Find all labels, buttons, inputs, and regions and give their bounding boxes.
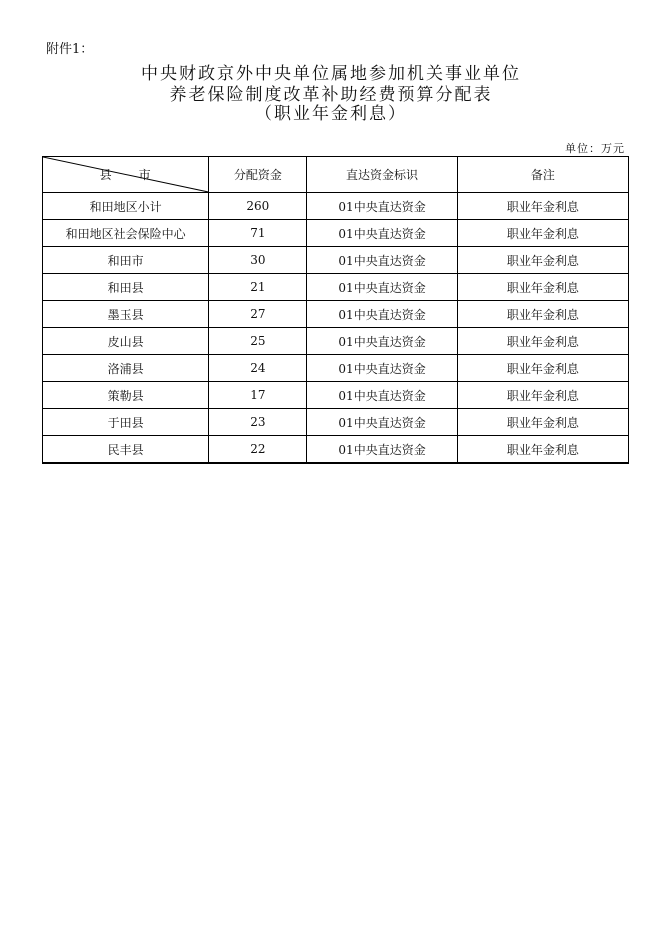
cell-fund-id: 01中央直达资金 (307, 247, 457, 274)
table-row (43, 301, 629, 328)
cell-fund-id: 01中央直达资金 (307, 274, 457, 301)
table-row (43, 382, 629, 409)
table-body (43, 193, 629, 464)
cell-county: 和田地区小计 (43, 193, 209, 220)
cell-remark: 职业年金利息 (457, 193, 628, 220)
cell-county: 和田市 (43, 247, 209, 274)
cell-fund-id: 01中央直达资金 (307, 328, 457, 355)
table-row (43, 193, 629, 220)
cell-remark: 职业年金利息 (457, 355, 628, 382)
document-title-line-2: 养老保险制度改革补助经费预算分配表 (169, 85, 493, 105)
header-fund-id: 直达资金标识 (307, 157, 457, 193)
cell-fund-id: 01中央直达资金 (307, 409, 457, 436)
attachment-label: 附件1： (46, 42, 94, 57)
cell-fund-id: 01中央直达资金 (307, 436, 457, 464)
cell-fund-id: 01中央直达资金 (307, 301, 457, 328)
header-remark: 备注 (457, 157, 628, 193)
table-row (43, 436, 629, 464)
cell-remark: 职业年金利息 (457, 301, 628, 328)
cell-remark: 职业年金利息 (457, 247, 628, 274)
cell-remark: 职业年金利息 (457, 409, 628, 436)
cell-fund-id: 01中央直达资金 (307, 382, 457, 409)
cell-fund-id: 01中央直达资金 (307, 355, 457, 382)
cell-county: 洛浦县 (43, 355, 209, 382)
document-title-line-3: （职业年金利息） (255, 104, 407, 124)
table-row (43, 355, 629, 382)
header-county (43, 157, 209, 193)
cell-allocation: 27 (209, 301, 307, 328)
cell-allocation: 260 (209, 193, 307, 220)
cell-county: 和田地区社会保险中心 (43, 220, 209, 247)
cell-county: 策勒县 (43, 382, 209, 409)
cell-county: 于田县 (43, 409, 209, 436)
cell-fund-id: 01中央直达资金 (307, 220, 457, 247)
cell-allocation: 17 (209, 382, 307, 409)
cell-allocation: 25 (209, 328, 307, 355)
cell-county: 墨玉县 (43, 301, 209, 328)
cell-county: 皮山县 (43, 328, 209, 355)
document-title-line-1: 中央财政京外中央单位属地参加机关事业单位 (141, 64, 521, 84)
allocation-table (42, 156, 629, 464)
cell-remark: 职业年金利息 (457, 220, 628, 247)
unit-label: 单位：万元 (565, 142, 625, 155)
cell-county: 民丰县 (43, 436, 209, 464)
cell-allocation: 23 (209, 409, 307, 436)
header-allocation: 分配资金 (209, 157, 307, 193)
cell-allocation: 24 (209, 355, 307, 382)
table-row (43, 328, 629, 355)
cell-fund-id: 01中央直达资金 (307, 193, 457, 220)
cell-remark: 职业年金利息 (457, 274, 628, 301)
cell-remark: 职业年金利息 (457, 436, 628, 464)
cell-remark: 职业年金利息 (457, 328, 628, 355)
cell-allocation: 30 (209, 247, 307, 274)
cell-remark: 职业年金利息 (457, 382, 628, 409)
table-row (43, 220, 629, 247)
header-county-label: 县 市 (99, 168, 152, 182)
cell-allocation: 22 (209, 436, 307, 464)
table-row (43, 247, 629, 274)
cell-county: 和田县 (43, 274, 209, 301)
table-header-row (43, 157, 629, 193)
table-row (43, 274, 629, 301)
table-row (43, 409, 629, 436)
cell-allocation: 71 (209, 220, 307, 247)
cell-allocation: 21 (209, 274, 307, 301)
